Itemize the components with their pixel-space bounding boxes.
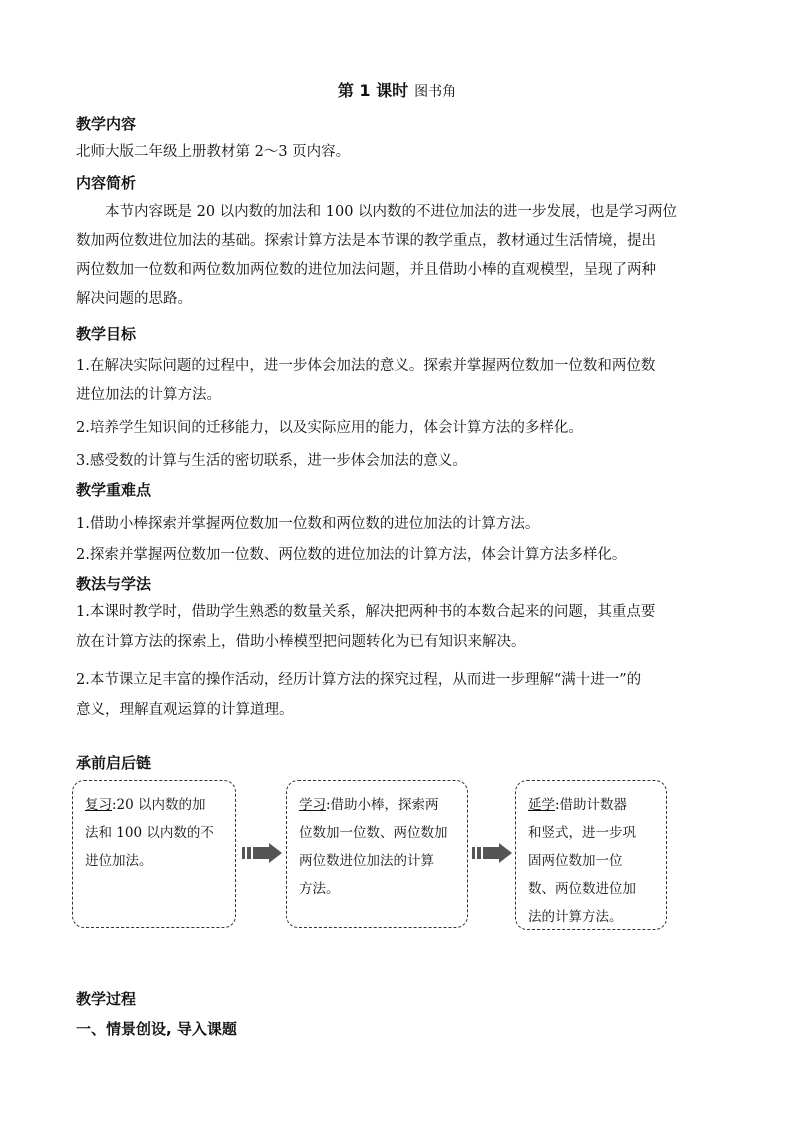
subheading-scene-creation: 一、情景创设, 导入课题 bbox=[76, 1020, 237, 1038]
learn-line-1: 学习:借助小棒，探索两 bbox=[299, 797, 439, 813]
learn-line-3: 两位数进位加法的计算 bbox=[299, 853, 434, 869]
flow-box-learn bbox=[286, 780, 468, 928]
extend-line-1: 延学:借助计数器 bbox=[528, 797, 628, 813]
learn-lead: 学习 bbox=[299, 797, 326, 813]
review-lead: 复习 bbox=[85, 797, 112, 813]
extend-lead: 延学 bbox=[528, 797, 555, 813]
method-2-line-2: 意义，理解直观运算的计算道理。 bbox=[76, 702, 294, 718]
heading-key-difficult-points: 教学重难点 bbox=[76, 481, 152, 499]
extend-line-2: 和竖式，进一步巩 bbox=[528, 825, 636, 841]
extend-line-3: 固两位数加一位 bbox=[528, 853, 623, 869]
heading-methods: 教法与学法 bbox=[76, 575, 152, 593]
learn-line-4: 方法。 bbox=[299, 881, 340, 897]
method-1-line-1: 1.本课时教学时，借助学生熟悉的数量关系，解决把两种书的本数合起来的问题，其重点要 bbox=[76, 604, 656, 620]
goal-2: 2.培养学生知识间的迁移能力，以及实际应用的能力，体会计算方法的多样化。 bbox=[76, 420, 583, 436]
lesson-title-main: 第 1 课时 bbox=[337, 81, 409, 100]
teaching-content-text: 北师大版二年级上册教材第 2～3 页内容。 bbox=[76, 144, 351, 160]
review-line-2: 法和 100 以内数的不 bbox=[85, 825, 214, 841]
key-point-2: 2.探索并掌握两位数加一位数、两位数的进位加法的计算方法，体会计算方法多样化。 bbox=[76, 547, 627, 563]
content-analysis-line-2: 数加两位数进位加法的基础。探索计算方法是本节课的教学重点，教材通过生活情境，提出 bbox=[76, 233, 656, 249]
lesson-title-sub: 图书角 bbox=[414, 84, 457, 100]
striped-right-arrow-icon bbox=[472, 843, 512, 863]
lesson-title bbox=[0, 78, 794, 101]
extend-line-4: 数、两位数进位加 bbox=[528, 881, 636, 897]
method-1-line-2: 放在计算方法的探索上，借助小棒模型把问题转化为已有知识来解决。 bbox=[76, 634, 526, 650]
method-2-line-1: 2.本节课立足丰富的操作活动，经历计算方法的探究过程，从而进一步理解“满十进一”的 bbox=[76, 672, 642, 688]
content-analysis-line-1: 本节内容既是 20 以内数的加法和 100 以内数的不进位加法的进一步发展，也是学习两位 bbox=[105, 204, 678, 220]
flow-box-extend bbox=[515, 780, 667, 930]
goal-1-line-1: 1.在解决实际问题的过程中，进一步体会加法的意义。探索并掌握两位数加一位数和两位数 bbox=[76, 358, 656, 374]
heading-teaching-process: 教学过程 bbox=[76, 990, 137, 1008]
goal-3: 3.感受数的计算与生活的密切联系，进一步体会加法的意义。 bbox=[76, 453, 467, 469]
heading-connection-chain: 承前启后链 bbox=[76, 754, 152, 772]
review-line-3: 进位加法。 bbox=[85, 853, 153, 869]
goal-1-line-2: 进位加法的计算方法。 bbox=[76, 387, 221, 403]
content-analysis-line-4: 解决问题的思路。 bbox=[76, 291, 192, 307]
heading-teaching-content: 教学内容 bbox=[76, 115, 137, 133]
key-point-1: 1.借助小棒探索并掌握两位数加一位数和两位数的进位加法的计算方法。 bbox=[76, 516, 540, 532]
flow-box-review bbox=[72, 780, 236, 928]
striped-right-arrow-icon bbox=[242, 843, 282, 863]
content-analysis-line-3: 两位数加一位数和两位数加两位数的进位加法问题，并且借助小棒的直观模型，呈现了两种 bbox=[76, 262, 656, 278]
extend-line-5: 法的计算方法。 bbox=[528, 909, 623, 925]
review-line-1: 复习:20 以内数的加 bbox=[85, 797, 206, 813]
heading-teaching-goals: 教学目标 bbox=[76, 325, 137, 343]
heading-content-analysis: 内容简析 bbox=[76, 174, 137, 192]
learn-line-2: 位数加一位数、两位数加 bbox=[299, 825, 448, 841]
